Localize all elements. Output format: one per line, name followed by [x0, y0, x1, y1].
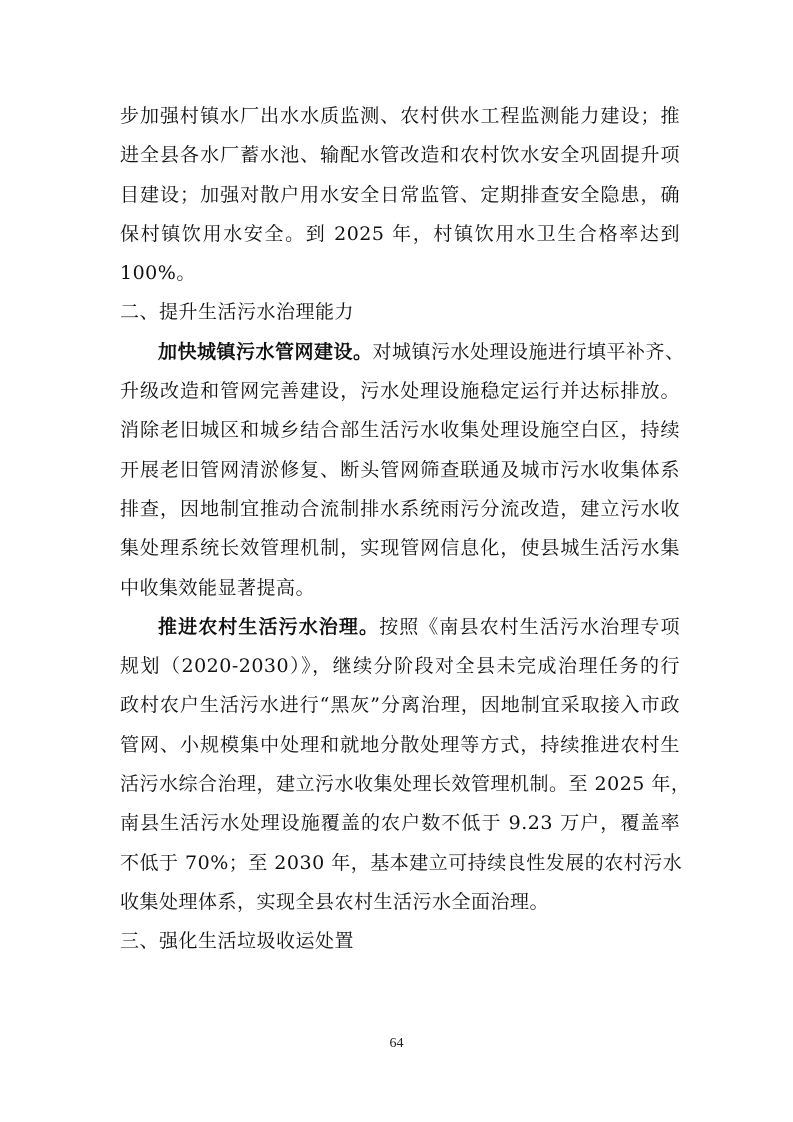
- section-heading-2: 二、提升生活污水治理能力: [120, 301, 355, 324]
- page-number: 64: [389, 1036, 404, 1051]
- paragraph-line: 排查，因地制宜推动合流制排水系统雨污分流改造，建立污水收: [120, 497, 680, 520]
- paragraph-text: 按照《南县农村生活污水治理专项: [379, 615, 680, 638]
- paragraph-line: 开展老旧管网清淤修复、断头管网筛查联通及城市污水收集体系: [120, 458, 680, 481]
- paragraph-line: 不低于 70%；至 2030 年，基本建立可持续良性发展的农村污水: [120, 851, 683, 874]
- intro-line: 步加强村镇水厂出水水质监测、农村供水工程监测能力建设；推: [120, 105, 680, 127]
- paragraph-line: 活污水综合治理，建立污水收集处理长效管理机制。至 2025 年，: [120, 773, 691, 796]
- paragraph-line: 集处理系统长效管理机制，实现管网信息化，使县城生活污水集: [120, 537, 680, 560]
- intro-line: 进全县各水厂蓄水池、输配水管改造和农村饮水安全巩固提升项: [120, 144, 680, 167]
- section-heading-3: 三、强化生活垃圾收运处置: [120, 930, 355, 953]
- paragraph-line: 政村农户生活污水进行“黑灰”分离治理，因地制宜采取接入市政: [120, 694, 680, 717]
- intro-line: 100%。: [120, 262, 196, 285]
- paragraph-line: 升级改造和管网完善建设，污水处理设施稳定运行并达标排放。: [120, 380, 680, 403]
- paragraph-line: 收集处理体系，实现全县农村生活污水全面治理。: [120, 890, 550, 913]
- paragraph-first-line: [120, 608, 680, 647]
- paragraph-text: 对城镇污水处理设施进行填平补齐、: [372, 340, 685, 363]
- paragraph-lead: 加快城镇污水管网建设。: [158, 340, 373, 363]
- paragraph-line: 中收集效能显著提高。: [120, 576, 316, 599]
- page-body: [120, 97, 691, 962]
- paragraph-lead: 推进农村生活污水治理。: [158, 615, 380, 638]
- paragraph-line: 南县生活污水处理设施覆盖的农户数不低于 9.23 万户，覆盖率: [120, 812, 680, 835]
- paragraph-line: 管网、小规模集中处理和就地分散处理等方式，持续推进农村生: [120, 733, 680, 756]
- paragraph-line: 规划（2020-2030）》，继续分阶段对全县未完成治理任务的行: [120, 655, 680, 678]
- intro-line: 保村镇饮用水安全。到 2025 年，村镇饮用水卫生合格率达到: [120, 222, 680, 245]
- paragraph-line: 消除老旧城区和城乡结合部生活污水收集处理设施空白区，持续: [120, 419, 680, 442]
- intro-line: 目建设；加强对散户用水安全日常监管、定期排查安全隐患，确: [120, 183, 680, 206]
- paragraph-first-line: [120, 333, 685, 372]
